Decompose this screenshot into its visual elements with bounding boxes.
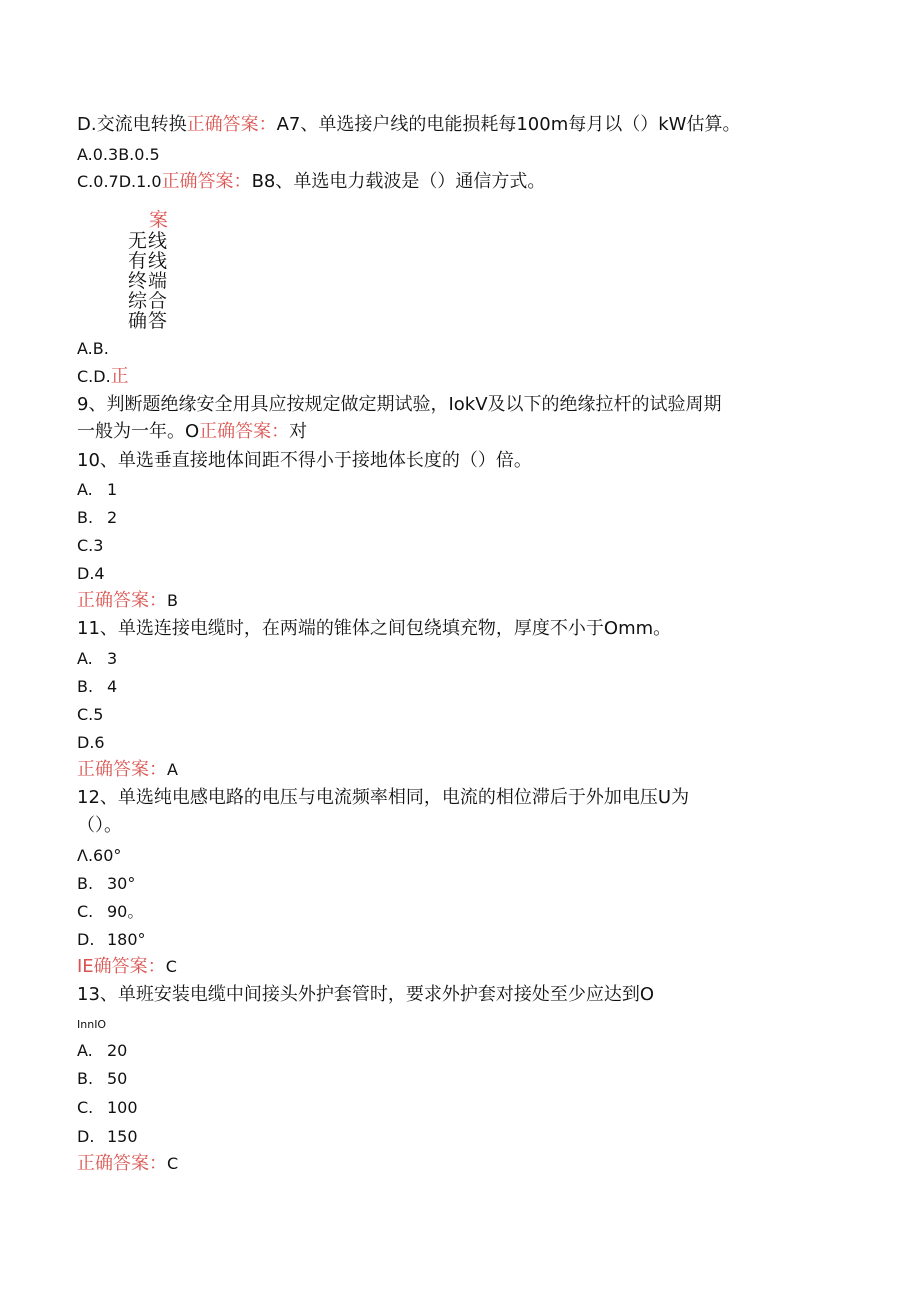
option-d: D.6 — [77, 733, 105, 752]
option-key: D. — [77, 1127, 95, 1146]
option-value: 180° — [107, 930, 146, 949]
line-q12-a: 12、单选纯电感电路的电压与电流频率相同，电流的相位滞后于外加电压U为 — [77, 787, 690, 808]
option-text: C.0.7D.1.0 — [77, 172, 162, 191]
column-row: 综合 — [128, 290, 169, 312]
option-value: 1 — [107, 480, 118, 499]
question-text: A7、单选接户线的电能损耗每100m每月以（）kW估算。 — [276, 114, 741, 135]
option-value: 90。 — [107, 902, 144, 921]
unit-text: InnIO — [77, 1018, 107, 1031]
option-a: Λ.60° — [77, 846, 122, 865]
answer-value: B — [167, 591, 178, 610]
option-b — [77, 1068, 127, 1090]
option-key: A. — [77, 649, 93, 668]
question-text: B8、单选电力载波是（）通信方式。 — [251, 171, 546, 192]
option-value: 2 — [107, 508, 118, 527]
answer-label: 正确答案： — [77, 759, 167, 780]
column-row: 有线 — [128, 250, 169, 272]
option-key: B. — [77, 874, 94, 893]
answer-label: IE确答案： — [77, 956, 166, 977]
answer-label: 正确答案： — [161, 171, 252, 192]
answer-value: A — [167, 760, 178, 779]
column-top-char: 案 — [149, 209, 170, 231]
option-b — [77, 507, 117, 529]
column-row: 确答 — [128, 310, 169, 332]
option-key: D. — [77, 930, 95, 949]
option-d: D.4 — [77, 564, 105, 583]
answer-line — [77, 759, 178, 781]
line-q13: 13、单班安装电缆中间接头外护套管时，要求外护套对接处至少应达到O — [77, 984, 655, 1005]
option-key: A. — [77, 1041, 93, 1060]
answer-value: 对 — [289, 421, 308, 442]
line-q12-b: （）。 — [77, 815, 122, 836]
option-value: 3 — [107, 649, 118, 668]
option-b — [77, 873, 135, 895]
option-key: C. — [77, 1098, 94, 1117]
line-q10: 10、单选垂直接地体间距不得小于接地体长度的（）倍。 — [77, 450, 532, 471]
option-value: 150 — [107, 1127, 138, 1146]
answer-line — [77, 590, 178, 612]
answer-line — [77, 1153, 178, 1175]
option-value: 100 — [107, 1098, 138, 1117]
line-q9-a: 9、判断题绝缘安全用具应按规定做定期试验，IokV及以下的绝缘拉杆的试验周期 — [77, 394, 722, 415]
answer-label: 正确答案： — [77, 590, 167, 611]
column-row: 无线 — [128, 230, 169, 252]
option-key: B. — [77, 677, 94, 696]
option-c: C.3 — [77, 536, 104, 555]
line-q11: 11、单选连接电缆时，在两端的锥体之间包绕填充物，厚度不小于Omm。 — [77, 618, 672, 639]
option-value: 20 — [107, 1041, 128, 1060]
option-a — [77, 1040, 127, 1062]
option-a — [77, 479, 117, 501]
column-row: 终端 — [128, 270, 169, 292]
option-key: B. — [77, 1069, 94, 1088]
answer-line — [77, 956, 177, 978]
option-value: 30° — [107, 874, 136, 893]
option-value: 4 — [107, 677, 118, 696]
line-q8-options-ab: A.B. — [77, 339, 109, 358]
line-q8 — [77, 171, 545, 193]
option-c — [77, 1097, 138, 1119]
line-q9-b — [77, 421, 307, 443]
option-d — [77, 929, 146, 951]
option-key: C. — [77, 902, 94, 921]
option-text: C.D. — [77, 367, 111, 386]
option-b — [77, 676, 117, 698]
option-d — [77, 1126, 138, 1148]
option-text: D.交流电转换 — [77, 114, 187, 135]
answer-label: 正确答案： — [77, 1153, 167, 1174]
line-q7-options-ab: A.0.3B.0.5 — [77, 145, 160, 164]
answer-value: C — [167, 1154, 179, 1173]
line-q8-options-cd — [77, 366, 129, 388]
question-text: 一般为一年。O — [77, 421, 200, 442]
option-c — [77, 901, 143, 923]
option-key: B. — [77, 508, 94, 527]
line-q7 — [77, 114, 740, 136]
option-a — [77, 648, 117, 670]
answer-label: 正确答案： — [199, 421, 290, 442]
option-c: C.5 — [77, 705, 104, 724]
answer-label: 正 — [110, 366, 129, 387]
option-value: 50 — [107, 1069, 128, 1088]
answer-label: 正确答案： — [186, 114, 277, 135]
answer-value: C — [165, 957, 177, 976]
option-key: A. — [77, 480, 93, 499]
